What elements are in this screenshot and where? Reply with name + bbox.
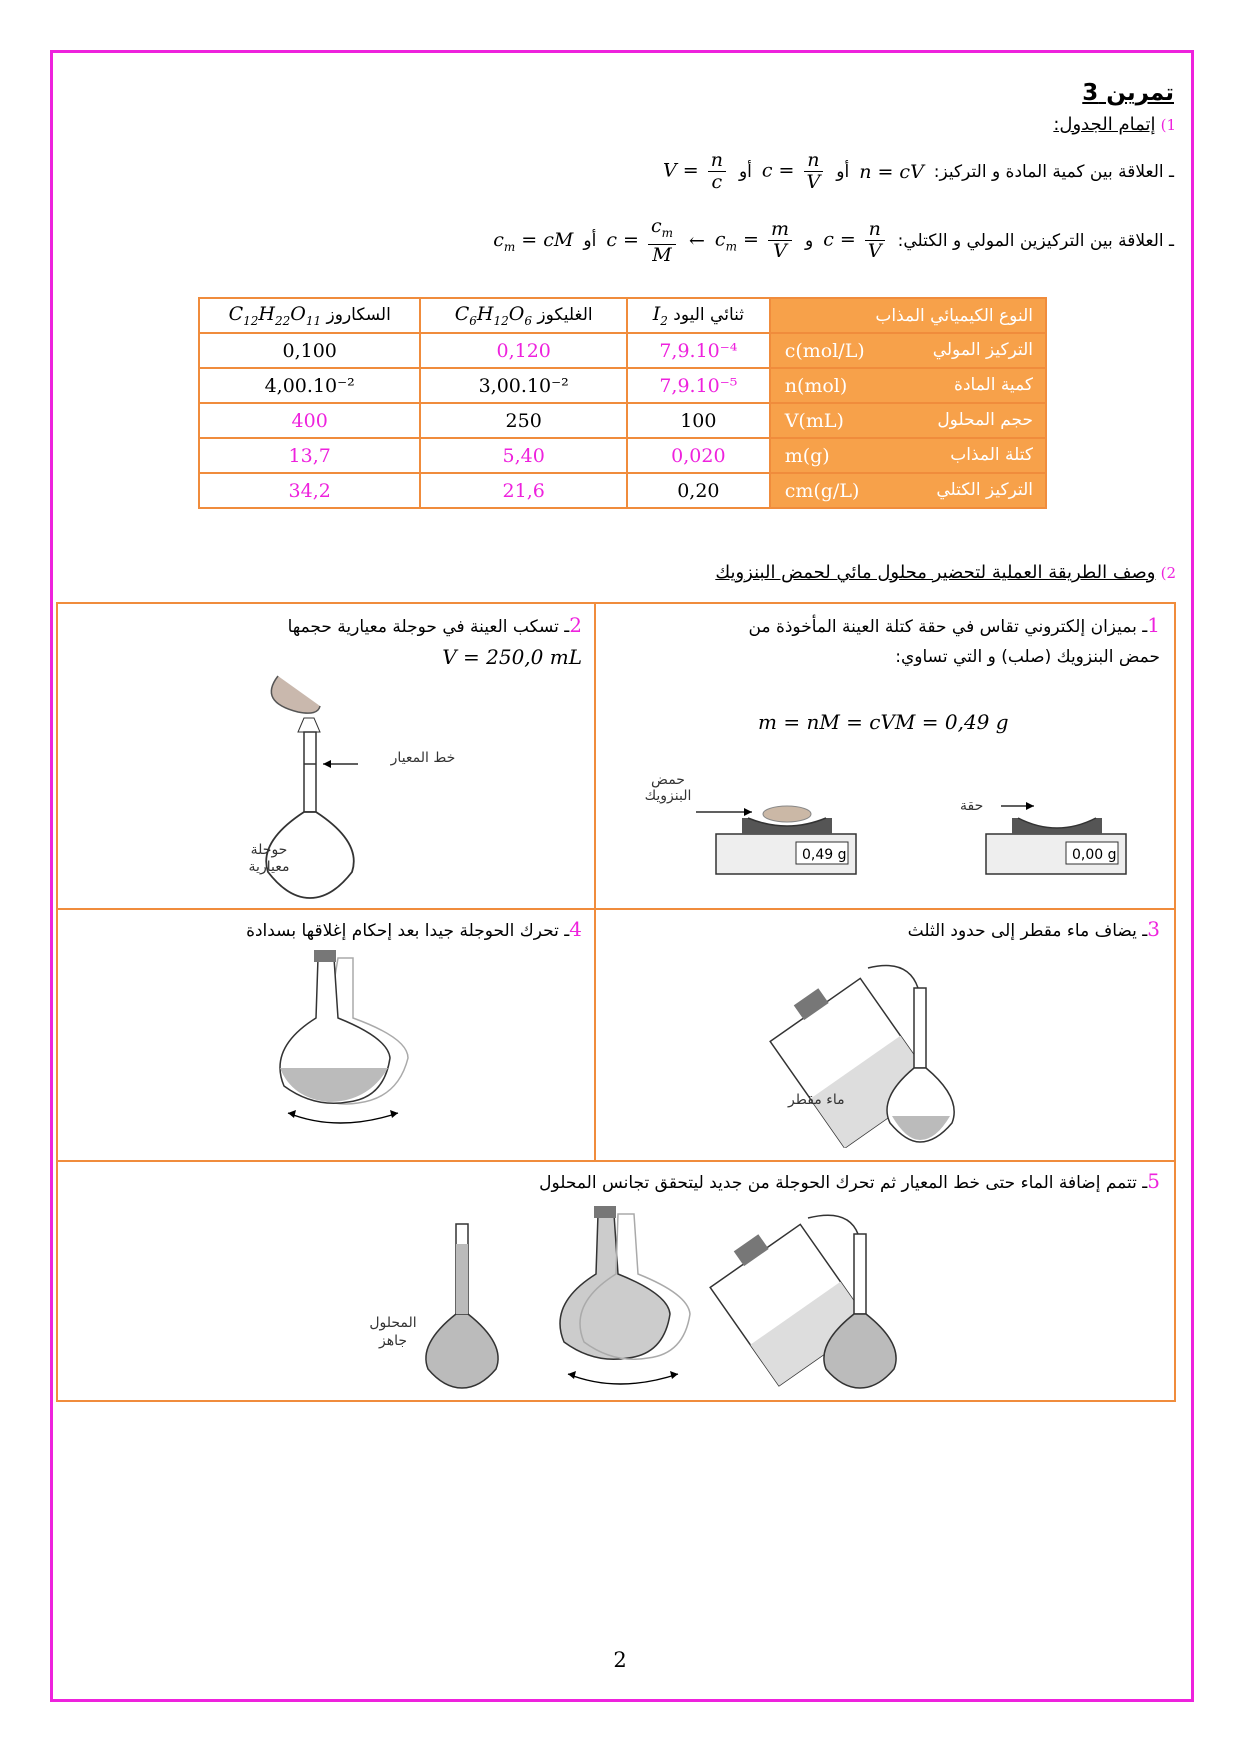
svg-text:0,49 g: 0,49 g: [802, 847, 847, 863]
wash-bottle-illustration: [758, 948, 1058, 1148]
row-label: التركيز الكتلي: [936, 479, 1033, 500]
flask-label: حوجلة معيارية: [248, 842, 290, 875]
table-row: [199, 403, 1046, 438]
part1-heading: [1053, 114, 1176, 135]
exercise-title: تمرين 3: [1082, 80, 1174, 106]
table-cell: 100: [627, 403, 770, 438]
table-cell: 34,2: [199, 473, 420, 508]
final-steps-illustration: [398, 1204, 1038, 1394]
page-number: 2: [613, 1648, 627, 1672]
table-body: [199, 333, 1046, 508]
formula-c-cm-over-m: c = $\frac{c_m}{M}$: [606, 216, 679, 266]
formula-cm-cm: $c_m$ = cM: [493, 228, 574, 254]
relation2-line: [493, 216, 1174, 266]
formula-v-n-over-c: V = $\frac{n}{c}$: [663, 150, 729, 193]
arrow-symbol: ←: [689, 229, 705, 252]
table-row: [199, 333, 1046, 368]
step4-text: 4ـ تحرك الحوجلة جيدا بعد إحكام إغلاقها بسدادة: [246, 917, 582, 941]
row-label: حجم المحلول: [937, 409, 1033, 430]
part1-label: إتمام الجدول:: [1053, 114, 1156, 135]
row-unit: cm(g/L): [784, 479, 860, 502]
row-label-cell: [770, 333, 1046, 368]
relation2-or: أو: [583, 230, 597, 251]
table-cell: 400: [199, 403, 420, 438]
relation2-label: ـ العلاقة بين التركيزين المولي و الكتلي:: [897, 230, 1174, 251]
relation1-line: [663, 150, 1174, 193]
relation1-label: ـ العلاقة بين كمية المادة و التركيز:: [933, 161, 1174, 182]
header-iodine: $I_2$ ثنائي اليود: [627, 298, 770, 333]
table-cell: 7,9.10⁻⁴: [627, 333, 770, 368]
header-label: النوع الكيميائي المذاب: [770, 298, 1046, 333]
part2-heading: [715, 562, 1176, 583]
table-cell: 7,9.10⁻⁵: [627, 368, 770, 403]
balance-illustration: [656, 774, 1156, 884]
dish-label: حقة: [960, 798, 984, 814]
acid-label: حمض البنزويك: [644, 772, 692, 804]
relation2-and: و: [805, 230, 814, 251]
relation1-or1: أو: [836, 161, 850, 182]
table-cell: 5,40: [420, 438, 627, 473]
step1-text: 1ـ بميزان إلكتروني تقاس في حقة كتلة العينة المأخوذة من حمض البنزويك (صلب) و التي تساوي:: [748, 613, 1160, 667]
table-row: [199, 438, 1046, 473]
table-cell: 13,7: [199, 438, 420, 473]
grid-vline: [594, 604, 596, 1160]
row-label-cell: [770, 368, 1046, 403]
row-label-cell: [770, 438, 1046, 473]
step3-text: 3ـ يضاف ماء مقطر إلى حدود الثلث: [907, 917, 1160, 941]
part2-number: 2): [1160, 564, 1176, 582]
table-cell: 21,6: [420, 473, 627, 508]
formula-n-cv: n = cV: [859, 160, 924, 183]
row-label-cell: [770, 403, 1046, 438]
row-unit: n(mol): [784, 374, 848, 397]
grid-hline-1: [58, 908, 1174, 910]
shake-flask-illustration: [258, 948, 458, 1128]
mark-label: خط المعيار: [390, 750, 456, 766]
table-cell: 0,100: [199, 333, 420, 368]
table-cell: 0,120: [420, 333, 627, 368]
row-unit: V(mL): [784, 409, 844, 432]
table-cell: 250: [420, 403, 627, 438]
header-sucrose: $C_{12}H_{22}O_{11}$ السكاروز: [199, 298, 420, 333]
row-label: كمية المادة: [954, 374, 1033, 395]
step1-formula: m = nM = cVM = 0,49 g: [758, 710, 1009, 734]
row-unit: m(g): [784, 444, 830, 467]
row-label-cell: [770, 473, 1046, 508]
table-cell: 0,020: [627, 438, 770, 473]
row-label: التركيز المولي: [932, 339, 1033, 360]
formula-c-n-over-v-2: c = $\frac{n}{V}$: [823, 219, 887, 262]
table-header-row: [199, 298, 1046, 333]
row-unit: c(mol/L): [784, 339, 865, 362]
svg-text:0,00 g: 0,00 g: [1072, 847, 1117, 863]
table-cell: 0,20: [627, 473, 770, 508]
table-row: [199, 368, 1046, 403]
header-glucose: $C_6H_{12}O_6$ الغليكوز: [420, 298, 627, 333]
step2-text: 2ـ تسكب العينة في حوجلة معيارية حجمها V = 250,0 mL: [287, 613, 582, 669]
table-cell: 4,00.10⁻²: [199, 368, 420, 403]
formula-cm-m-over-v: $c_m$ = $\frac{m}{V}$: [715, 219, 795, 262]
steps-grid: [56, 602, 1176, 1402]
formula-c-n-over-v: c = $\frac{n}{V}$: [762, 150, 826, 193]
ready-label: المحلول جاهز: [369, 1315, 417, 1349]
part1-number: 1): [1160, 116, 1176, 134]
relation1-or2: أو: [738, 161, 752, 182]
part2-label: وصف الطريقة العملية لتحضير محلول مائي لحمض البنزويك: [715, 562, 1156, 583]
water-label: ماء مقطر: [788, 1092, 845, 1108]
table-row: [199, 473, 1046, 508]
grid-hline-2: [58, 1160, 1174, 1162]
row-label: كتلة المذاب: [950, 444, 1033, 465]
step5-text: 5ـ تتمم إضافة الماء حتى خط المعيار ثم تحرك الحوجلة من جديد ليتحقق تجانس المحلول: [539, 1169, 1160, 1193]
table-cell: 3,00.10⁻²: [420, 368, 627, 403]
data-table: [198, 297, 1047, 509]
